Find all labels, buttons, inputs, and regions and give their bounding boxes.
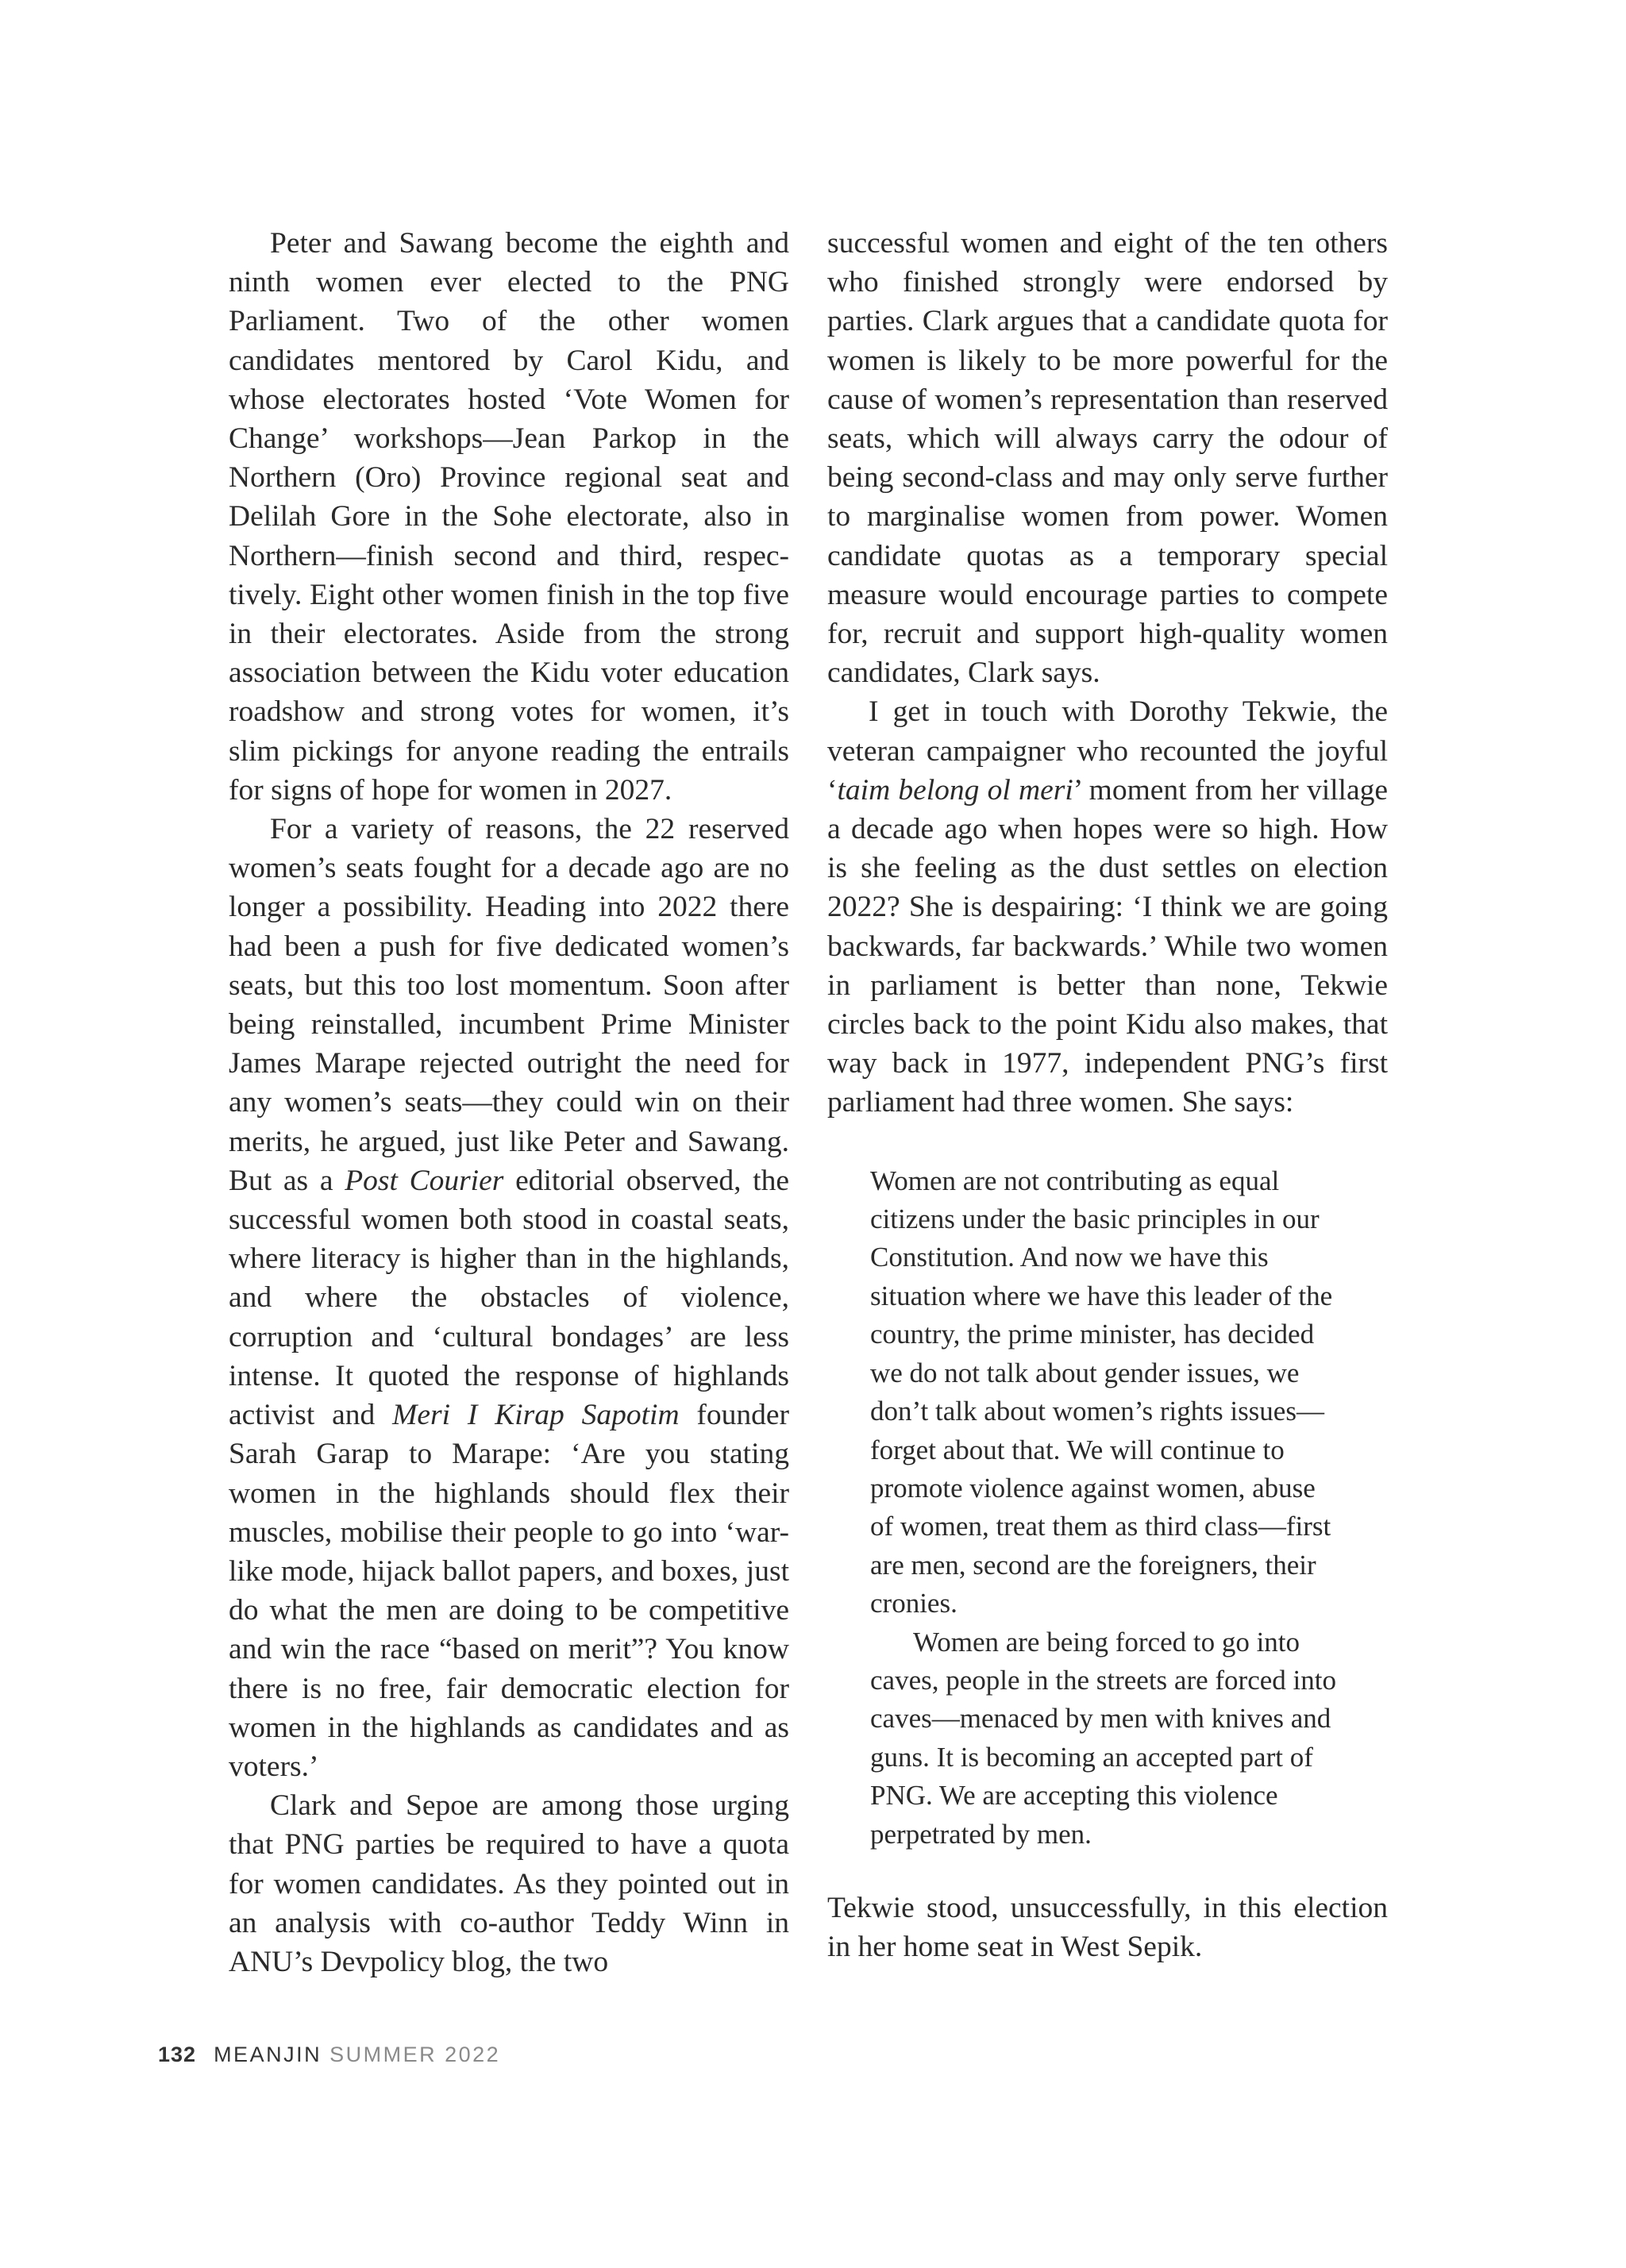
left-column xyxy=(229,224,789,1981)
block-quote xyxy=(870,1162,1345,1854)
paragraph: Tekwie stood, unsuccessfully, in this election in her home seat in West Sepik. xyxy=(827,1891,1388,1964)
page-number: 132 xyxy=(158,2043,197,2066)
quote-paragraph: Women are not contributing as equal citizens under the basic principles in our Constitution. And now we have this situation where we have this leader of the country, the prime minister, has decided we do not talk about gender issues, we don’t talk about women’s rights issues—forget about that. We will continue to promote violence against women, abuse of women, treat them as third class—first are men, second are the foreigners, their cronies. xyxy=(870,1165,1333,1619)
page-footer xyxy=(158,2043,500,2067)
magazine-name: MEANJIN xyxy=(214,2043,322,2066)
quote-paragraph: Women are being forced to go into caves, people in the streets are forced into caves—menaced by men with knives and guns. It is becoming an accepted part of PNG. We are accepting this violence perpetrated by men. xyxy=(870,1626,1336,1850)
paragraph: Peter and Sawang become the eighth and ninth women ever elected to the PNG Parliament. Two of the other women candidates mentored by Carol Kidu, and whose electorates hosted ‘Vote Women for Change’ workshops—Jean Parkop in the Northern (Oro) Province regional seat and Delilah Gore in the Sohe electorate, also in Northern—finish second and third, respectively. Eight other women finish in the top five in their electorates. Aside from the strong association between the Kidu voter education roadshow and strong votes for women, it’s slim pickings for anyone reading the entrails for signs of hope for women in 2027. xyxy=(229,227,789,807)
right-column xyxy=(827,224,1388,1966)
paragraph: Clark and Sepoe are among those urging that PNG parties be required to have a quota for women candidates. As they pointed out in an analysis with co-author Teddy Winn in ANU’s Devpolicy blog, the two xyxy=(229,1789,789,1978)
paragraph-continued: successful women and eight of the ten others who finished strongly were endorsed by parties. Clark argues that a candidate quota for women is likely to be more powerful for the cause of women’s representation than reserved seats, which will always carry the odour of being second-class and may only serve further to marginalise women from power. Women candidate quotas as a temporary special measure would encourage parties to compete for, recruit and support high-quality women candidates, Clark says. xyxy=(827,227,1388,690)
publication-title: Post Courier xyxy=(345,1164,504,1197)
organisation-name: Meri I Kirap Sapotim xyxy=(392,1399,680,1432)
paragraph: For a variety of reasons, the 22 reserved women’s seats fought for a decade ago are no longer a possibility. Heading into 2022 there had been a push for five dedicated women’s seats, but this too lost momentum. Soon after being reinstalled, incumbent Prime Minister James Marape rejected outright the need for any women’s seats—they could win on their merits, he argued, just like Peter and Sawang. But as a Post Courier editorial observed, the successful women both stood in coastal seats, where literacy is higher than in the highlands, and where the obstacles of violence, corruption and ‘cultural bondages’ are less intense. It quoted the response of highlands activist and Meri I Kirap Sapotim founder Sarah Garap to Marape: ‘Are you stating women in the highlands should flex their muscles, mobilise their people to go into ‘war-like mode, hijack ballot papers, and boxes, just do what the men are doing to be competitive and win the race “based on merit”? You know there is no free, fair democratic election for women in the highlands as candidates and as voters.’ xyxy=(229,813,790,1783)
issue-label: SUMMER 2022 xyxy=(329,2043,501,2066)
italic-phrase: taim belong ol meri xyxy=(837,773,1073,807)
paragraph: I get in touch with Dorothy Tekwie, the veteran campaigner who recounted the joyful ‘taim belong ol meri’ moment from her village a decade ago when hopes were so high. How is she feeling as the dust settles on election 2022? She is despairing: ‘I think we are going backwards, far backwards.’ While two women in parliament is better than none, Tekwie circles back to the point Kidu also makes, that way back in 1977, independent PNG’s first parliament had three women. She says: xyxy=(827,695,1388,1119)
